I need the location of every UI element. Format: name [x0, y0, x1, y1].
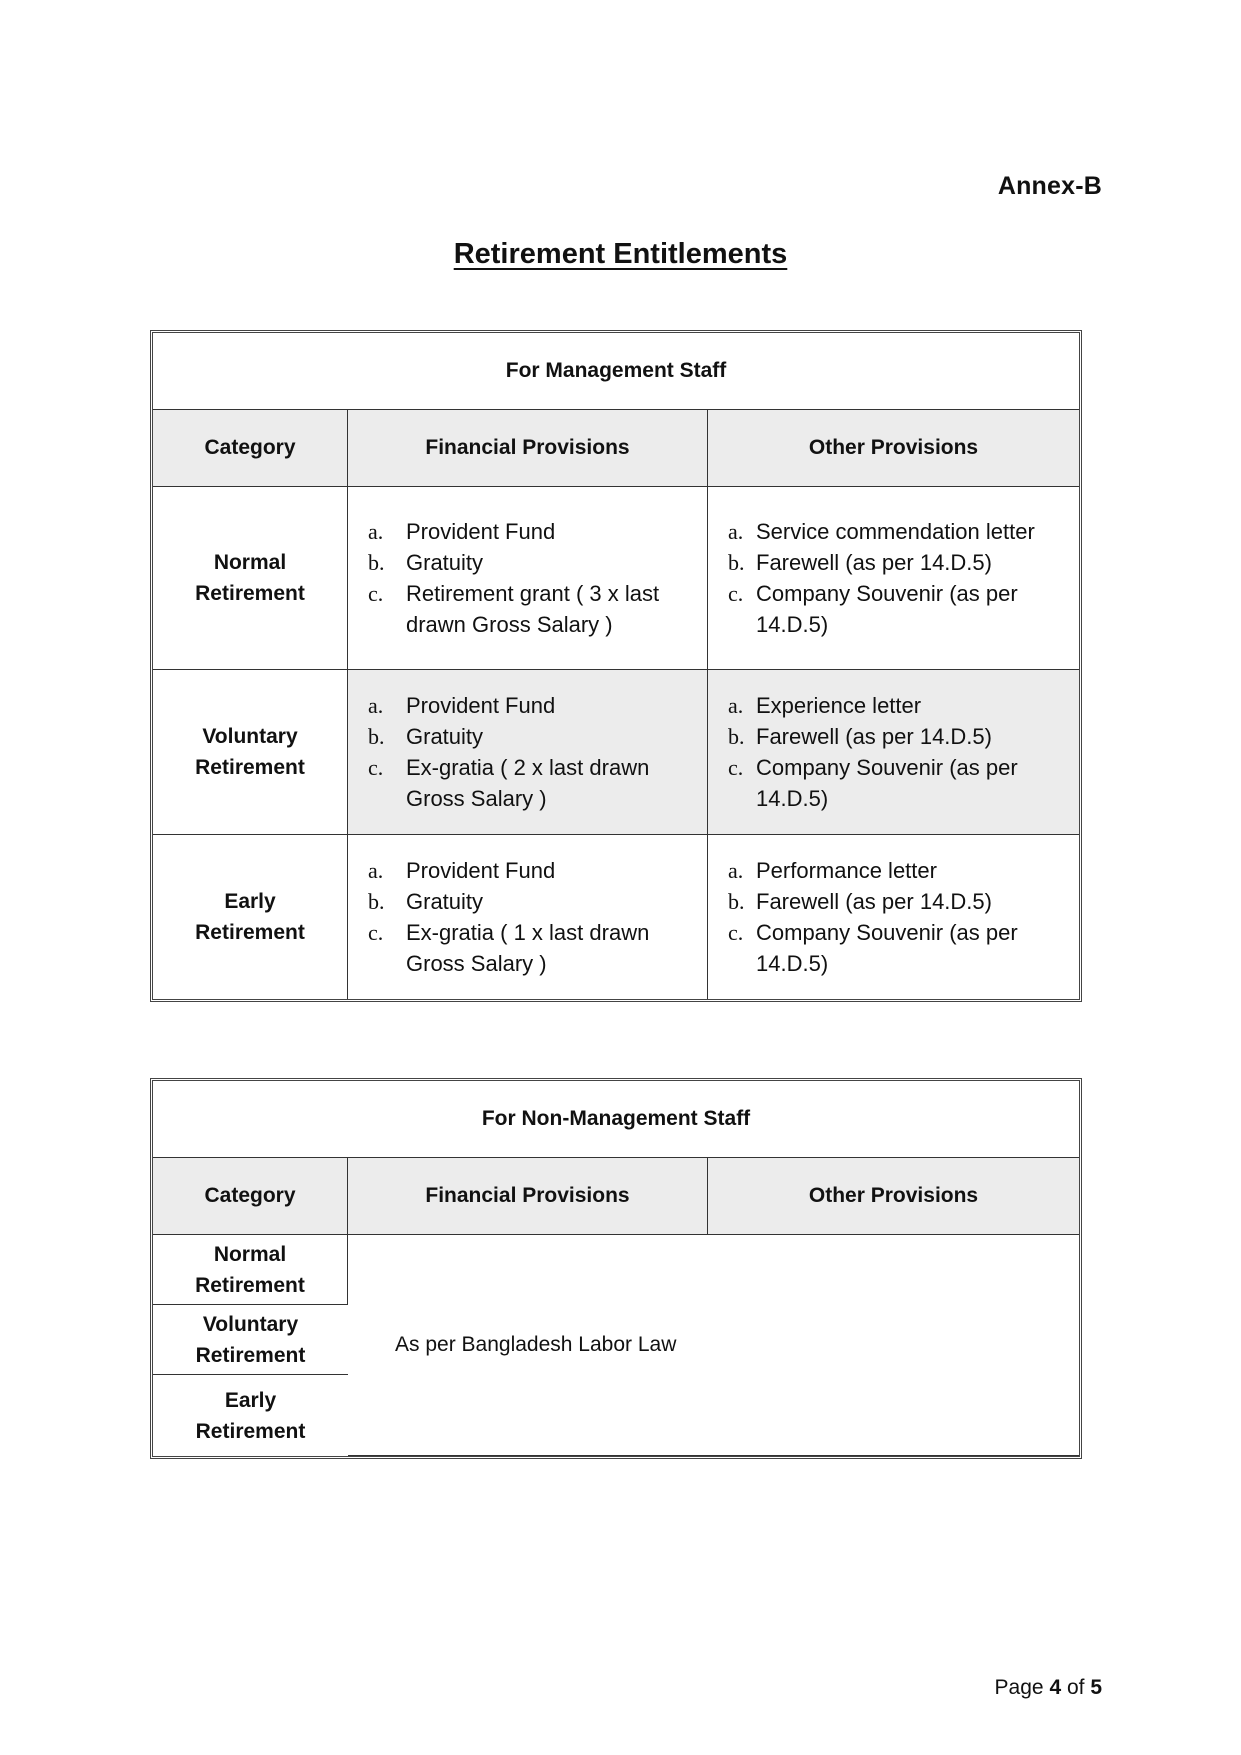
list-text: Farewell (as per 14.D.5)	[756, 724, 992, 749]
category-label: Retirement	[195, 1343, 306, 1367]
category-cell	[153, 670, 348, 835]
management-staff-table	[150, 330, 1082, 1002]
list-item	[368, 547, 693, 578]
list-marker: a.	[368, 858, 384, 883]
list-item	[368, 690, 693, 721]
list-item	[368, 917, 693, 979]
list-marker: a.	[728, 519, 744, 544]
list-item	[368, 721, 693, 752]
list-marker: b.	[368, 724, 385, 749]
list-marker: b.	[368, 889, 385, 914]
list-item	[368, 578, 693, 640]
table-row	[153, 1235, 1079, 1305]
category-cell	[153, 1305, 348, 1375]
other-provisions-cell	[708, 487, 1079, 670]
page-total: 5	[1090, 1676, 1102, 1699]
column-header-other-provisions: Other Provisions	[708, 410, 1079, 487]
category-label: Voluntary	[202, 725, 298, 748]
table-row	[153, 487, 1079, 670]
other-provisions-cell	[708, 670, 1079, 835]
list-marker: b.	[368, 550, 385, 575]
list-text: Performance letter	[756, 858, 937, 883]
column-header-category: Category	[153, 410, 348, 487]
list-text: Company Souvenir (as per 14.D.5)	[756, 581, 1018, 637]
other-provisions-cell	[708, 835, 1079, 999]
list-marker: b.	[728, 724, 745, 749]
category-label: Normal	[213, 551, 287, 574]
page-current: 4	[1049, 1676, 1062, 1699]
list-item	[728, 690, 1065, 721]
category-label: Normal	[213, 1242, 287, 1266]
table-caption: For Non-Management Staff	[153, 1081, 1079, 1158]
category-cell	[153, 1235, 348, 1305]
list-text: Farewell (as per 14.D.5)	[756, 550, 992, 575]
annex-label: Annex-B	[997, 172, 1102, 200]
page-title: Retirement Entitlements	[453, 238, 788, 270]
column-header-category: Category	[153, 1158, 348, 1235]
category-label: Retirement	[195, 1273, 305, 1297]
list-item	[728, 752, 1065, 814]
list-item	[368, 886, 693, 917]
table-caption: For Management Staff	[153, 333, 1079, 410]
list-marker: a.	[728, 693, 744, 718]
table-row	[153, 670, 1079, 835]
list-marker: c.	[368, 581, 384, 606]
list-text: Provident Fund	[406, 519, 556, 544]
financial-provisions-cell	[348, 835, 708, 999]
list-marker: c.	[728, 581, 744, 606]
list-item	[368, 516, 693, 547]
column-header-financial-provisions: Financial Provisions	[348, 410, 708, 487]
list-item	[728, 578, 1065, 640]
list-item	[728, 721, 1065, 752]
list-marker: a.	[368, 519, 384, 544]
category-cell	[153, 1375, 348, 1456]
category-label: Early	[224, 1388, 277, 1412]
list-text: Company Souvenir (as per 14.D.5)	[756, 920, 1018, 976]
list-text: Provident Fund	[406, 858, 556, 883]
category-label: Retirement	[195, 582, 305, 605]
list-item	[728, 516, 1065, 547]
list-marker: c.	[728, 755, 744, 780]
list-text: Gratuity	[406, 889, 484, 914]
list-marker: a.	[728, 858, 744, 883]
list-text: Service commendation letter	[756, 519, 1035, 544]
list-text: Company Souvenir (as per 14.D.5)	[756, 755, 1018, 811]
list-text: Farewell (as per 14.D.5)	[756, 889, 992, 914]
page-number	[995, 1676, 1102, 1700]
category-cell	[153, 835, 348, 999]
page-middle: of	[1061, 1676, 1091, 1699]
list-item	[368, 752, 693, 814]
list-marker: c.	[368, 755, 384, 780]
page-prefix: Page	[994, 1676, 1050, 1699]
list-item	[368, 855, 693, 886]
list-marker: b.	[728, 889, 745, 914]
list-marker: c.	[368, 920, 384, 945]
list-marker: a.	[368, 693, 384, 718]
financial-provisions-cell	[348, 670, 708, 835]
column-header-financial-provisions: Financial Provisions	[348, 1158, 708, 1235]
list-text: Provident Fund	[406, 693, 556, 718]
list-text: Retirement grant ( 3 x last drawn Gross Salary )	[406, 581, 660, 637]
list-item	[728, 917, 1065, 979]
category-label: Voluntary	[202, 1312, 299, 1336]
category-label: Early	[224, 890, 276, 913]
list-item	[728, 886, 1065, 917]
list-text: Ex-gratia ( 2 x last drawn Gross Salary )	[406, 755, 650, 811]
list-item	[728, 547, 1065, 578]
column-header-other-provisions: Other Provisions	[708, 1158, 1079, 1235]
list-item	[728, 855, 1065, 886]
non-management-staff-table	[150, 1078, 1082, 1459]
category-cell	[153, 487, 348, 670]
list-text: Experience letter	[756, 693, 922, 718]
table-row	[153, 835, 1079, 999]
list-text: Gratuity	[406, 550, 484, 575]
financial-provisions-cell	[348, 487, 708, 670]
category-label: Retirement	[195, 1419, 306, 1443]
list-marker: b.	[728, 550, 745, 575]
list-marker: c.	[728, 920, 744, 945]
provision-text: As per Bangladesh Labor Law	[348, 1235, 1079, 1456]
category-label: Retirement	[195, 921, 305, 944]
list-text: Ex-gratia ( 1 x last drawn Gross Salary )	[406, 920, 650, 976]
list-text: Gratuity	[406, 724, 484, 749]
category-label: Retirement	[195, 756, 305, 779]
